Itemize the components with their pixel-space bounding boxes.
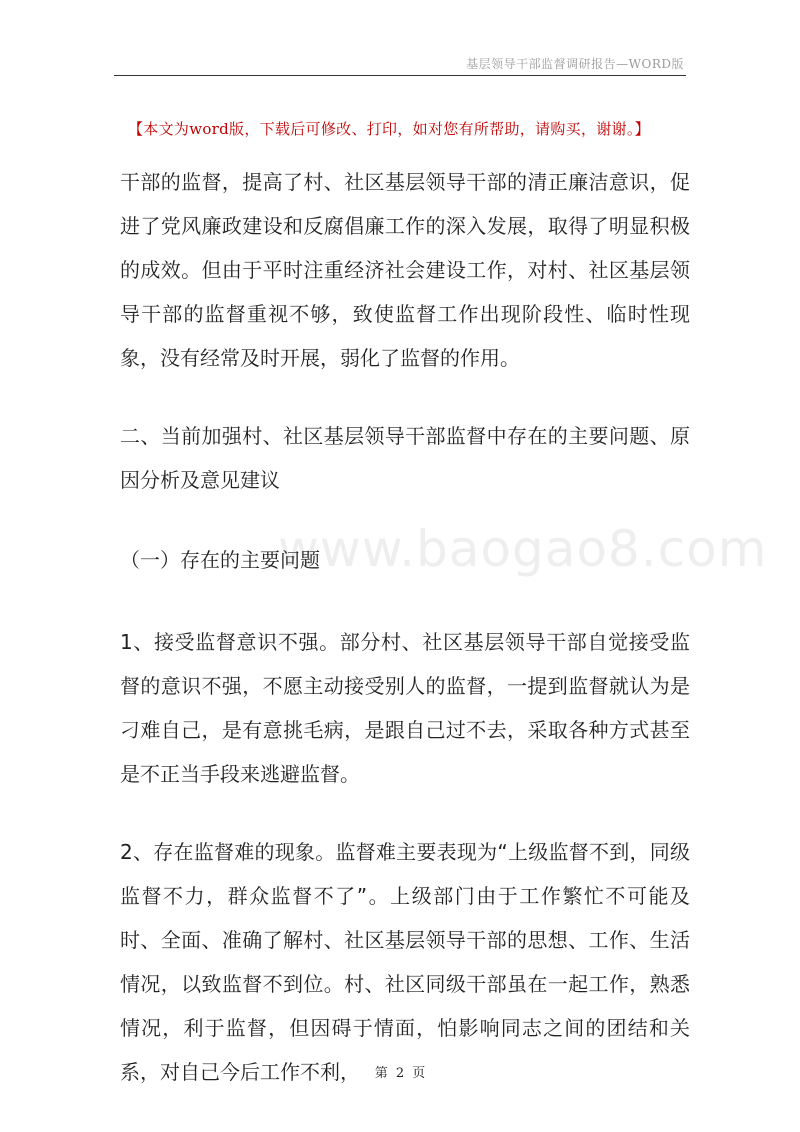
page-number: 2 [395,1066,405,1081]
section-heading: 二、当前加强村、社区基层领导干部监督中存在的主要问题、原因分析及意见建议 [120,424,690,492]
paragraph-continuation: 干部的监督，提高了村、社区基层领导干部的清正廉洁意识，促进了党风廉政建设和反腐倡廉工作的深入发展，取得了明显积极的成效。但由于平时注重经济社会建设工作，对村、社区基层领导干部的监督重视不够，致使监督工作出现阶段性、临时性现象，没有经常及时开展，弱化了监督的作用。 [120,170,690,370]
page-footer [0,1062,800,1081]
subsection-heading: （一）存在的主要问题 [120,548,320,572]
paragraph-item-1: 1、接受监督意识不强。部分村、社区基层领导干部自觉接受监督的意识不强，不愿主动接受别人的监督，一提到监督就认为是刁难自己，是有意挑毛病，是跟自己过不去，采取各种方式甚至是不正当手段来逃避监督。 [120,630,690,786]
download-notice: 【本文为word版，下载后可修改、打印，如对您有所帮助，请购买，谢谢。】 [128,120,650,138]
footer-suffix: 页 [412,1066,426,1081]
paragraph-item-2: 2、存在监督难的现象。监督难主要表现为“上级监督不到，同级监督不力，群众监督不了”。上级部门由于工作繁忙不可能及时、全面、准确了解村、社区基层领导干部的思想、工作、生活情况，以致监督不到位。村、社区同级干部虽在一起工作，熟悉情况，利于监督，但因碍于情面，怕影响同志之间的团结和关系，对自己今后工作不利， [120,840,690,1084]
running-header: 基层领导干部监督调研报告—WORD版 [466,57,684,71]
header-rule [114,75,686,76]
footer-prefix: 第 [374,1066,388,1081]
watermark: www.baogao8.com [278,520,768,578]
